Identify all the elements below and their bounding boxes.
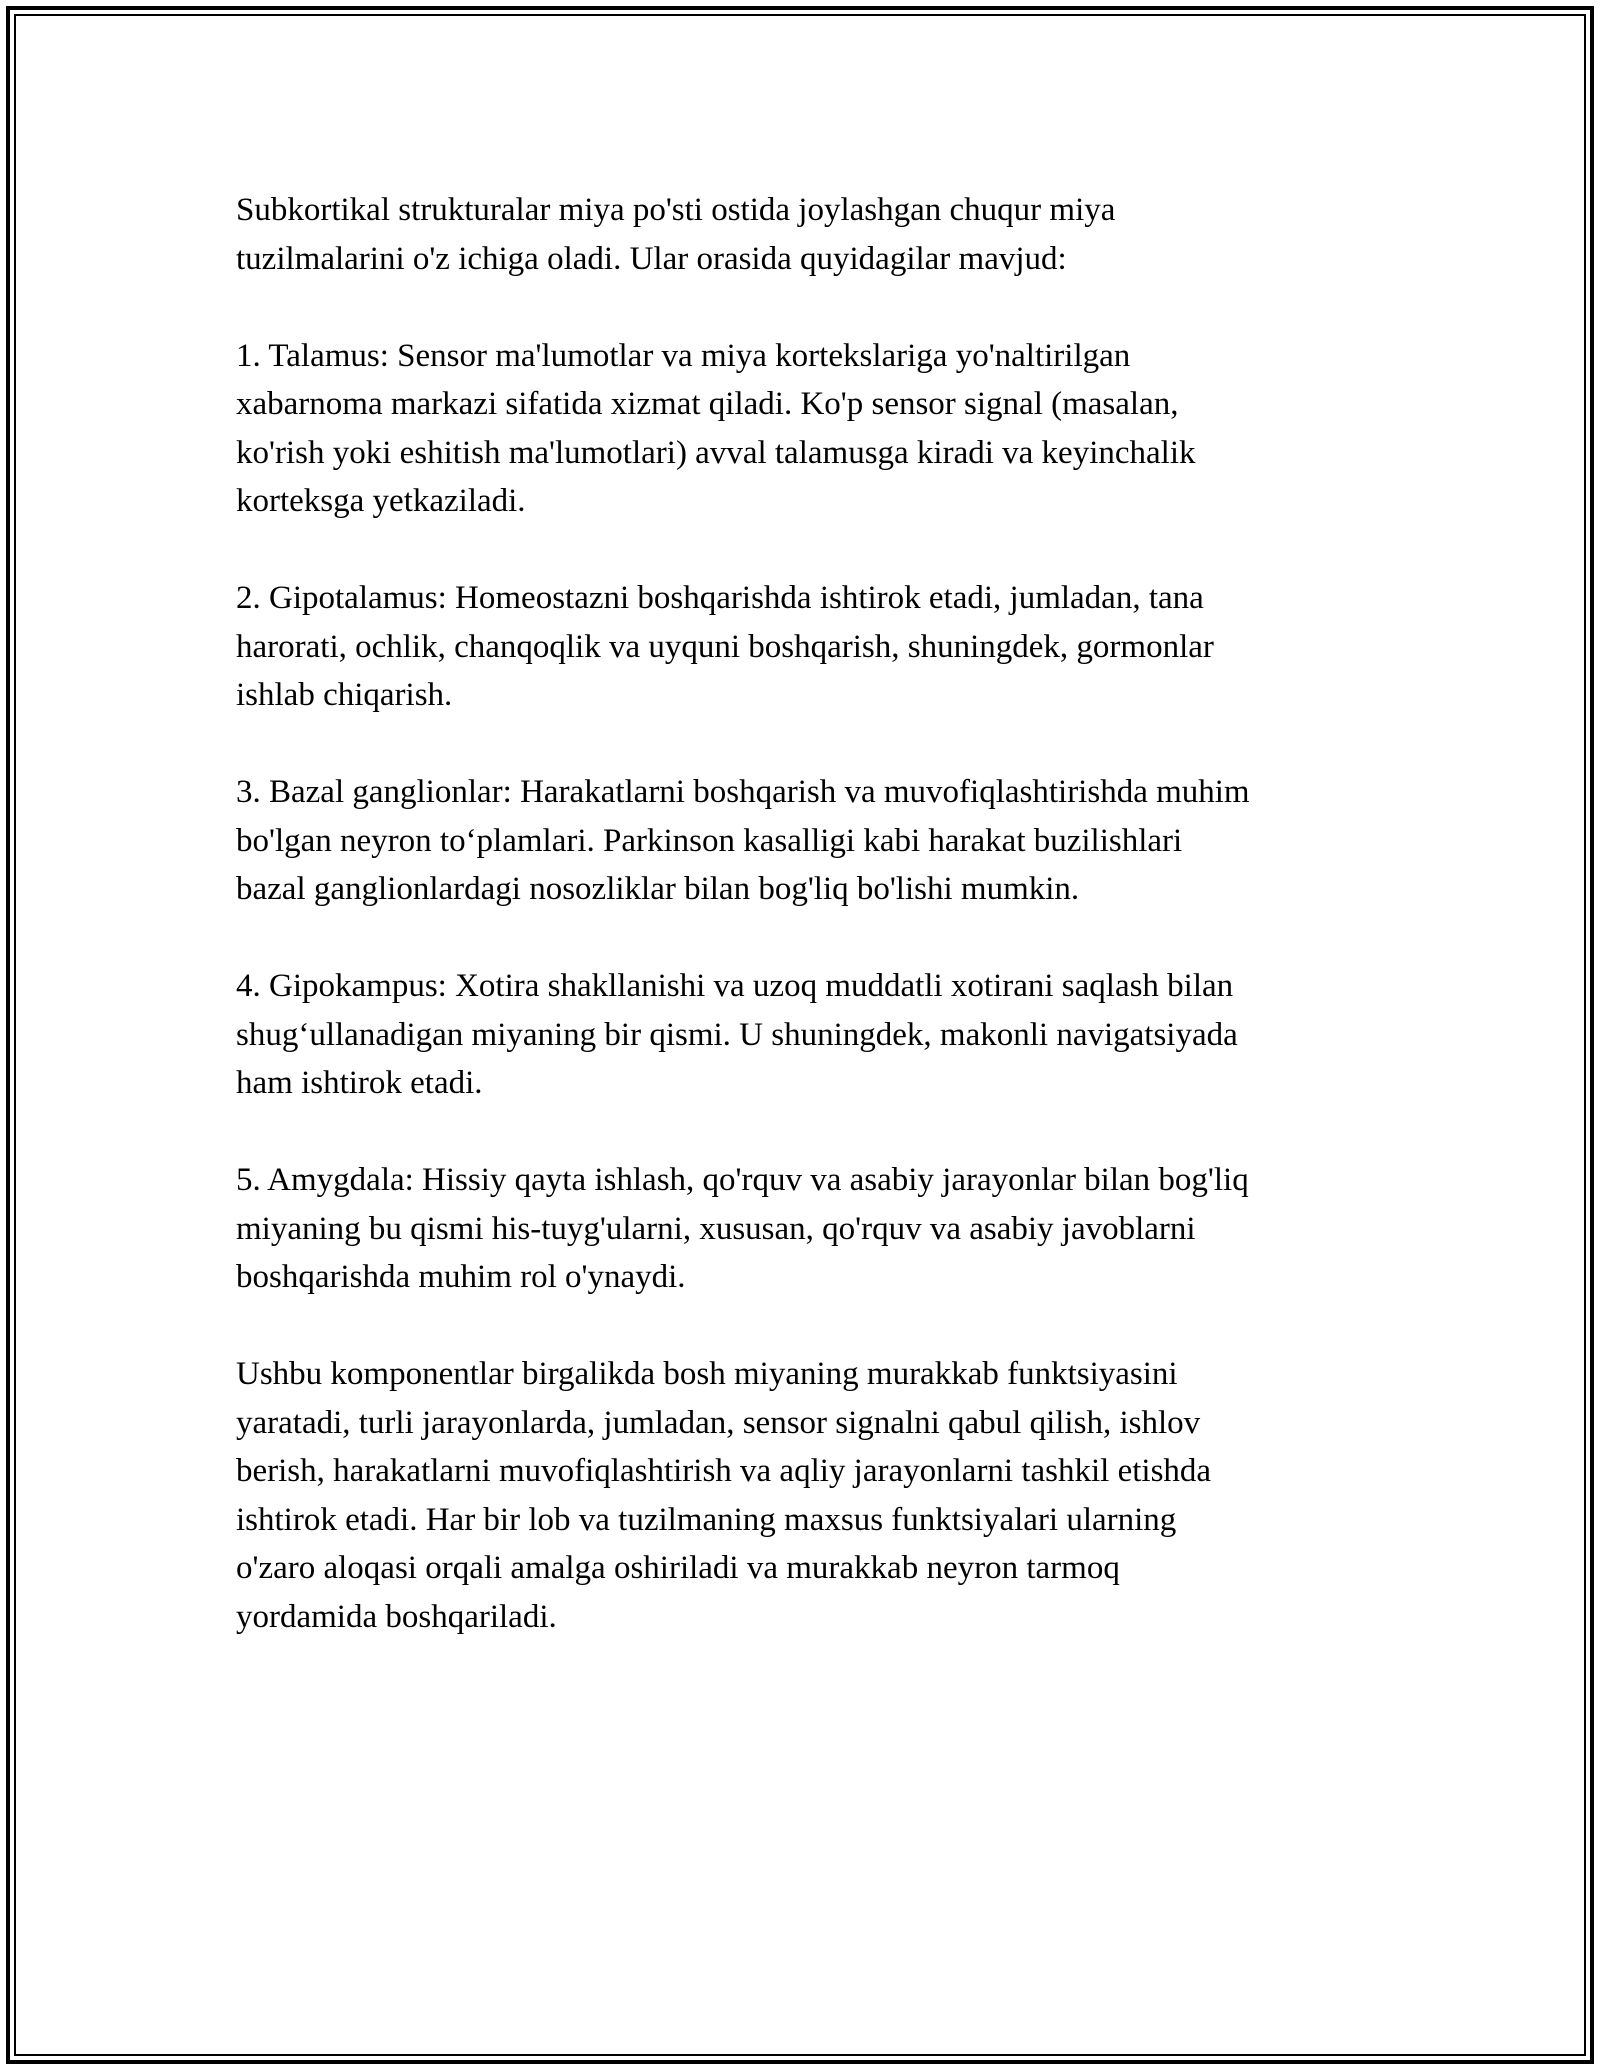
text-line: bazal ganglionlardagi nosozliklar bilan bog'liq bo'lishi mumkin. [236,871,1080,907]
text-line: tuzilmalarini o'z ichiga oladi. Ular orasida quyidagilar mavjud: [236,240,1067,277]
text-line: berish, harakatlarni muvofiqlashtirish va aqliy jarayonlarni tashkil etishda [236,1453,1212,1489]
text-line: shug‘ullanadigan miyaning bir qismi. U shuningdek, makonli navigatsiyada [236,1016,1238,1053]
text-line: bo'lgan neyron to‘plamlari. Parkinson kasalligi kabi harakat buzilishlari [236,822,1183,859]
text-line: 4. Gipokampus: Xotira shakllanishi va uzoq muddatli xotirani saqlash bilan [236,968,1234,1004]
text-line: o'zaro aloqasi orqali amalga oshiriladi va murakkab neyron tarmoq [236,1550,1120,1586]
text-line: yordamida boshqariladi. [236,1598,557,1635]
text-line: ko'rish yoki eshitish ma'lumotlari) avval talamusga kiradi va keyinchalik [236,434,1196,471]
paragraph-gipotalamus [236,574,1376,720]
text-line: ishtirok etadi. Har bir lob va tuzilmaning maxsus funktsiyalari ularning [236,1501,1177,1538]
text-line: 5. Amygdala: Hissiy qayta ishlash, qo'rquv va asabiy jarayonlar bilan bog'liq [236,1162,1249,1198]
text-line: 2. Gipotalamus: Homeostazni boshqarishda ishtirok etadi, jumladan, tana [236,580,1204,616]
text-line: Subkortikal strukturalar miya po'sti ostida joylashgan chuqur miya [236,192,1116,228]
text-line: Ushbu komponentlar birgalikda bosh miyaning murakkab funktsiyasini [236,1356,1178,1392]
paragraph-conclusion [236,1350,1376,1641]
paragraph-talamus [236,332,1376,526]
text-line: ham ishtirok etadi. [236,1065,483,1101]
text-line: harorati, ochlik, chanqoqlik va uyquni boshqarish, shuningdek, gormonlar [236,628,1214,665]
text-line: xabarnoma markazi sifatida xizmat qiladi. Ko'p sensor signal (masalan, [236,386,1179,422]
text-line: yaratadi, turli jarayonlarda, jumladan, sensor signalni qabul qilish, ishlov [236,1404,1201,1441]
text-line: 3. Bazal ganglionlar: Harakatlarni boshqarish va muvofiqlashtirishda muhim [236,774,1250,810]
paragraph-amygdala [236,1156,1376,1302]
text-line: ishlab chiqarish. [236,677,453,713]
paragraph-intro [236,186,1376,283]
text-line: korteksga yetkaziladi. [236,483,526,519]
document-body [236,186,1376,1690]
text-line: miyaning bu qismi his-tuyg'ularni, xususan, qo'rquv va asabiy javoblarni [236,1210,1196,1247]
paragraph-gipokampus [236,962,1376,1108]
text-line: boshqarishda muhim rol o'ynaydi. [236,1259,686,1295]
text-line: 1. Talamus: Sensor ma'lumotlar va miya kortekslariga yo'naltirilgan [236,337,1131,374]
paragraph-bazal-ganglionlar [236,768,1376,914]
